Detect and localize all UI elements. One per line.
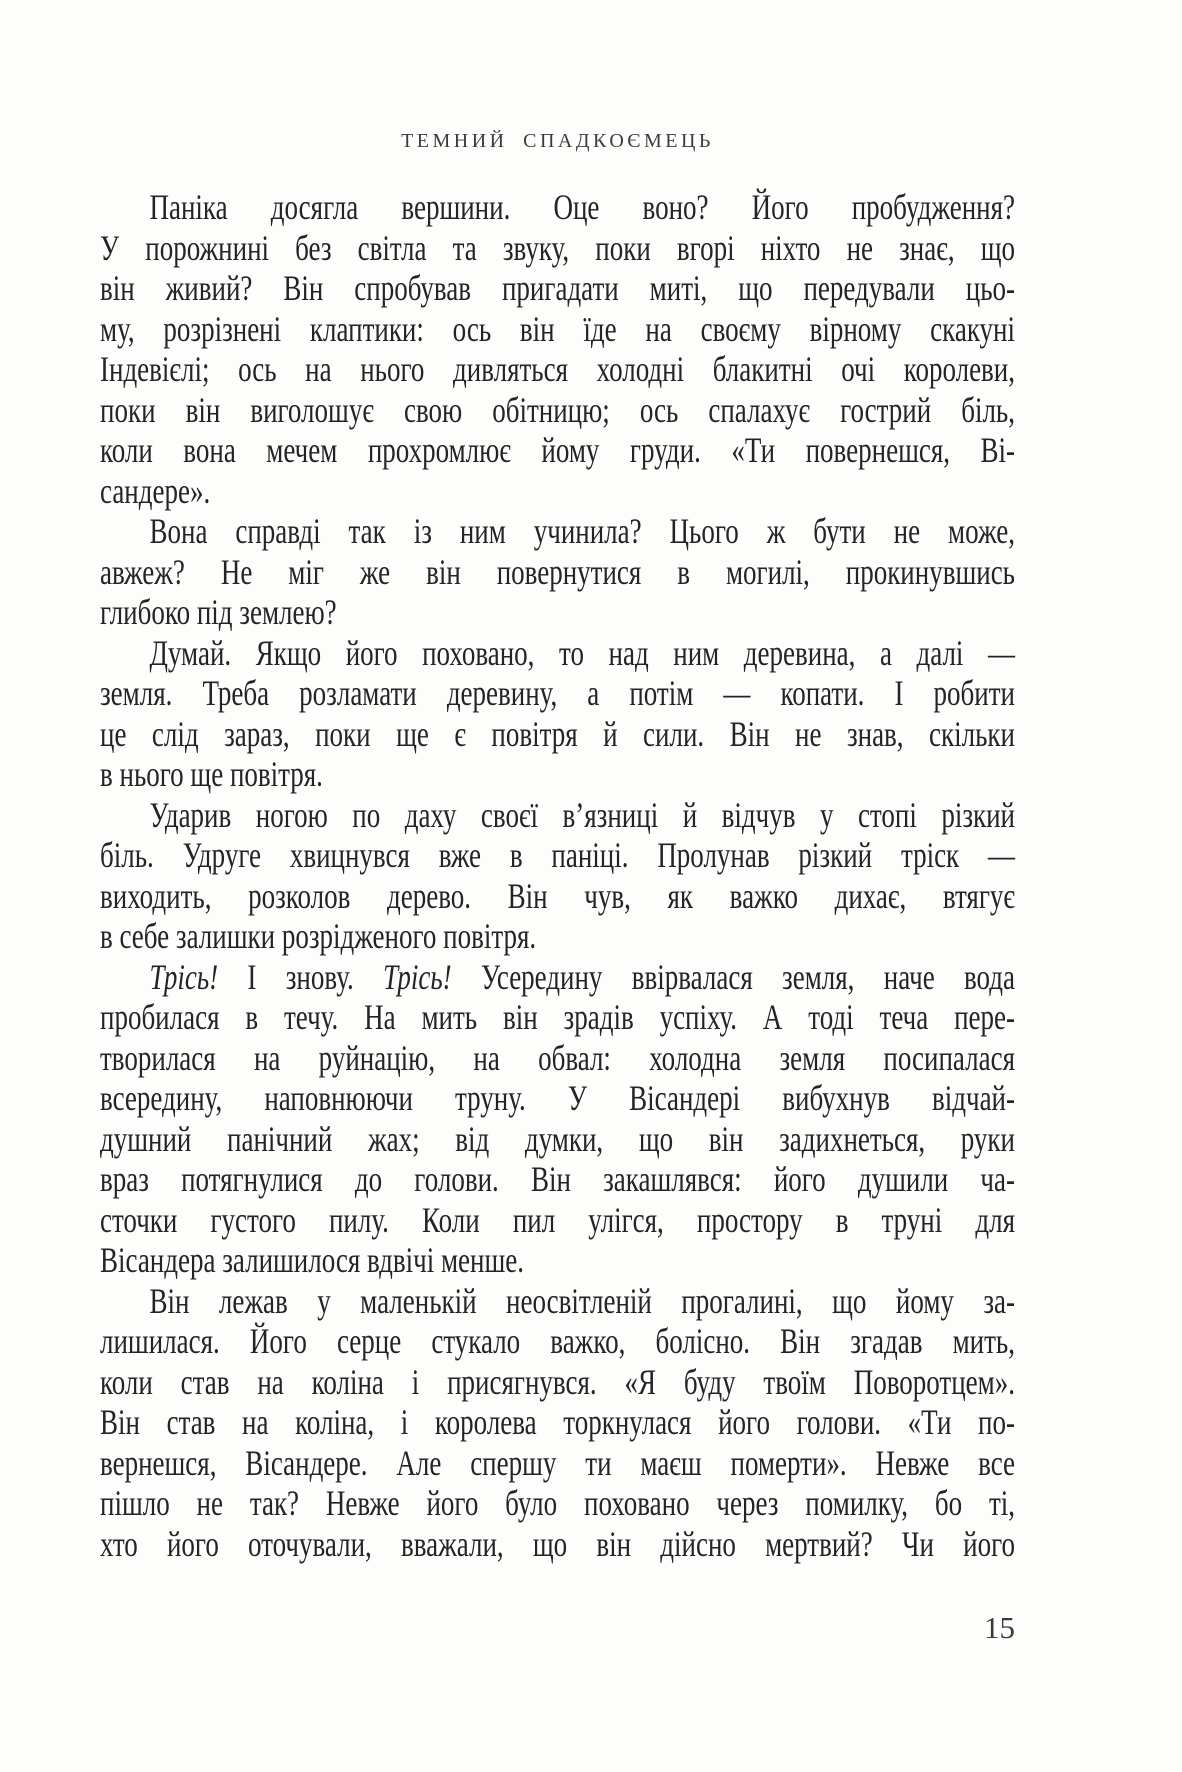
body-paragraph — [100, 511, 1015, 633]
body-text-block — [100, 187, 1015, 1564]
text-line: всередину, наповнюючи труну. У Вісандері вибухнув відчай- — [100, 1078, 1015, 1118]
text-line: пробилася в течу. На мить він зрадів успіху. А тоді теча пере- — [100, 997, 1015, 1037]
text-line: коли став на коліна і присягнувся. «Я буду твоїм Поворотцем». — [100, 1361, 1015, 1402]
text-line: душний панічний жах; від думки, що він задихнеться, руки — [100, 1118, 1015, 1159]
text-line: враз потягнулися до голови. Він закашлявся: його душили ча- — [100, 1159, 1015, 1199]
text-line: в нього ще повітря. — [100, 754, 323, 794]
text-line: Вісандера залишилося вдвічі менше. — [100, 1240, 525, 1280]
text-line: хто його оточували, вважали, що він дійсно мертвий? Чи його — [100, 1523, 1015, 1564]
text-line: Вона справді так із ним учинила? Цього ж бути не може, — [149, 511, 1015, 551]
body-paragraph — [100, 633, 1015, 795]
text-line: сточки густого пилу. Коли пил улігся, простору в труні для — [100, 1199, 1015, 1240]
body-paragraph — [100, 187, 1015, 511]
body-paragraph — [100, 957, 1015, 1281]
text-line: пішло не так? Невже його було поховано через помилку, бо ті, — [100, 1483, 1015, 1523]
text-line: Він лежав у маленькій неосвітленій прогалині, що йому за- — [149, 1280, 1015, 1321]
text-line: глибоко під землею? — [100, 592, 337, 632]
text-line: Він став на коліна, і королева торкнулася його голови. «Ти по- — [100, 1402, 1015, 1442]
text-line: поки він виголошує свою обітницю; ось спалахує гострий біль, — [100, 389, 1015, 430]
text-line: Ударив ногою по даху своєї в’язниці й відчув у стопі різкий — [149, 794, 1015, 835]
text-line: це слід зараз, поки ще є повітря й сили. Він не знав, скільки — [100, 713, 1015, 754]
italic-text: Трісь! — [149, 956, 219, 997]
text-line: лишилася. Його серце стукало важко, болісно. Він згадав мить, — [100, 1321, 1015, 1361]
text-line: Трісь! І знову. Трісь! Усередину ввірвалася земля, наче вода — [149, 956, 1016, 997]
text-line: му, розрізнені клаптики: ось він їде на своєму вірному скакуні — [100, 308, 1015, 349]
text-line: творилася на руйнацію, на обвал: холодна земля посипалася — [100, 1037, 1015, 1078]
italic-text: Трісь! — [383, 956, 452, 997]
text-line: Думай. Якщо його поховано, то над ним деревина, а далі — — [149, 632, 1015, 673]
text-line: виходить, розколов дерево. Він чув, як важко дихає, втягує — [100, 875, 1015, 916]
page-number: 15 — [984, 1610, 1015, 1645]
body-paragraph — [100, 1281, 1015, 1565]
text-line: він живий? Він спробував пригадати миті, що передували цьо- — [100, 268, 1015, 308]
body-paragraph — [100, 795, 1015, 957]
text-line: земля. Треба розламати деревину, а потім — копати. І робити — [100, 673, 1015, 713]
text-line: У порожнині без світла та звуку, поки вгорі ніхто не знає, що — [100, 227, 1015, 268]
text-line: біль. Удруге хвицнувся вже в паніці. Пролунав різкий тріск — — [100, 835, 1015, 875]
text-line: авжеж? Не міг же він повернутися в могилі, прокинувшись — [100, 551, 1015, 592]
text-line: сандере». — [100, 470, 211, 511]
text-line: Індевієлі; ось на нього дивляться холодні блакитні очі королеви, — [100, 349, 1015, 389]
text-line: Паніка досягла вершини. Оце воно? Його пробудження? — [149, 187, 1015, 227]
text-line: в себе залишки розрідженого повітря. — [100, 916, 537, 956]
running-header: ТЕМНИЙ СПАДКОЄМЕЦЬ — [401, 130, 714, 152]
text-line: коли вона мечем прохромлює йому груди. «Ти повернешся, Ві- — [100, 430, 1015, 470]
text-line: вернешся, Вісандере. Але спершу ти маєш померти». Невже все — [100, 1442, 1015, 1483]
